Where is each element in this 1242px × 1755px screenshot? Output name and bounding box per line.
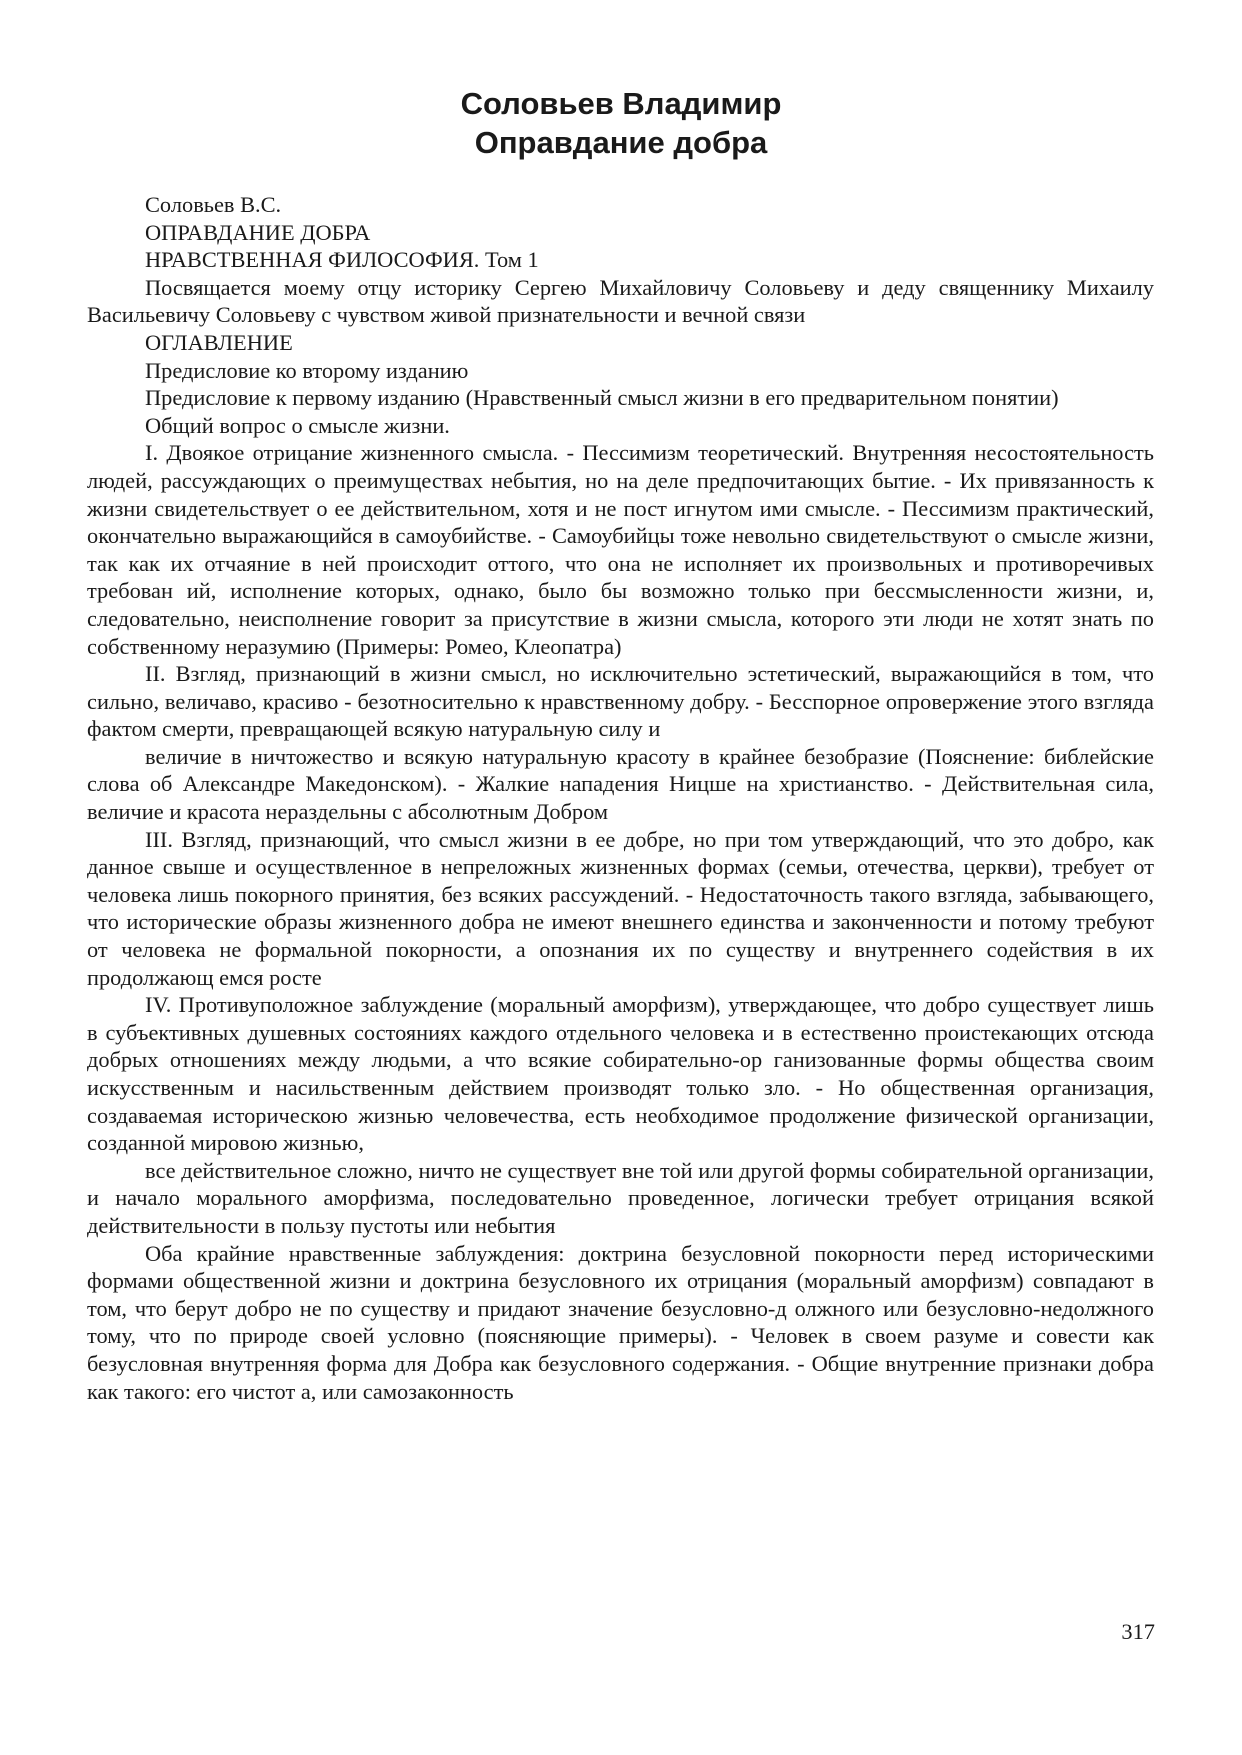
paragraph-section-4-cont: все действительное сложно, ничто не существует вне той или другой формы собирательной организации, и начало морального аморфизма, последовательно проведенное, логически требует отрицания всякой действительности в пользу пустоты или небытия bbox=[87, 1157, 1154, 1238]
paragraph-preface-first: Предисловие к первому изданию (Нравственный смысл жизни в его предварительном понятии) bbox=[145, 385, 1059, 411]
page-number: 317 bbox=[1121, 1619, 1155, 1644]
paragraph-preface-second: Предисловие ко второму изданию bbox=[145, 357, 469, 383]
paragraph-section-2: II. Взгляд, признающий в жизни смысл, но исключительно эстетический, выражающийся в том, что сильно, величаво, красиво - безотносительно к нравственному добру. - Бесспорное опровержение этого взгляда фактом смерти, превращающей всякую натуральную силу и bbox=[87, 661, 1154, 742]
paragraph-section-3: III. Взгляд, признающий, что смысл жизни в ее добре, но при том утверждающий, что это добро, как данное свыше и осуществленное в непреложных жизненных формах (семьи, отечества, церкви), требует от человека лишь покорного принятия, без всяких рассуждений. - Недостаточность такого взгляда, забывающего, что исторические образы жизненного добра не имеют внешнего единства и законченности и потому требуют от человека не формальной покорности, а опознания их по существу и внутреннего содействия в их продолжающ емся росте bbox=[87, 826, 1154, 990]
paragraph-both-errors: Оба крайние нравственные заблуждения: доктрина безусловной покорности перед историческими формами общественной жизни и доктрина безусловного их отрицания (моральный аморфизм) совпадают в том, что берут добро не по существу и придают значение безусловно-д олжного или безусловно-недолжного тому, что по природе своей условно (поясняющие примеры). - Человек в своем разуме и совести как безусловная внутренняя форма для Добра как безусловного содержания. - Общие внутренние признаки добра как такого: его чистот а, или самозаконность bbox=[87, 1240, 1154, 1404]
paragraph-volume: НРАВСТВЕННАЯ ФИЛОСОФИЯ. Том 1 bbox=[145, 247, 539, 273]
paragraph-dedication: Посвящается моему отцу историку Сергею Михайловичу Соловьеву и деду священнику Михаилу Васильевичу Соловьеву с чувством живой признательности и вечной связи bbox=[87, 274, 1154, 328]
paragraph-book-title: ОПРАВДАНИЕ ДОБРА bbox=[145, 219, 371, 245]
paragraph-section-4: IV. Противуположное заблуждение (моральный аморфизм), утверждающее, что добро существует лишь в субъективных душевных состояниях каждого отдельного человека и в естественно проистекающих отсюда добрых отношениях между людьми, а что всякие собирательно-ор ганизованные формы общества своим искусственным и насильственным действием производят только зло. - Но общественная организация, создаваемая историческою жизнью человечества, есть необходимое продолжение физической организации, созданной мировою жизнью, bbox=[87, 992, 1154, 1156]
paragraph-general-question: Общий вопрос о смысле жизни. bbox=[145, 412, 450, 438]
paragraph-contents-heading: ОГЛАВЛЕНИЕ bbox=[145, 329, 293, 355]
paragraph-author-line: Соловьев В.С. bbox=[145, 192, 282, 217]
book-title-heading: Оправдание добра bbox=[474, 125, 768, 160]
paragraph-section-2-cont: величие в ничтожество и всякую натуральную красоту в крайнее безобразие (Пояснение: библейские слова об Александре Македонском). - Жалкие нападения Ницше на христианство. - Действительная сила, величие и красота нераздельны с абсолютным Добром bbox=[87, 743, 1154, 825]
paragraph-section-1: I. Двоякое отрицание жизненного смысла. - Пессимизм теоретический. Внутренняя несостоятельность людей, рассуждающих о преимуществах небытия, но на деле предпочитающих бытие. - Их привязанность к жизни свидетельствует о ее действительном, хотя и не пост игнутом ими смысле. - Пессимизм практический, окончательно выражающийся в самоубийстве. - Самоубийцы тоже невольно свидетельствуют о смысле жизни, так как их отчаяние в ней происходит оттого, что она не исполняет их произвольных и противоречивых требован ий, исполнение которых, однако, было бы возможно только при бессмысленности жизни, и, следовательно, неисполнение говорит за присутствие в жизни смысла, которого эти люди не хотят знать по собственному неразумию (Примеры: Ромео, Клеопатра) bbox=[87, 440, 1154, 659]
author-heading: Соловьев Владимир bbox=[460, 86, 782, 121]
document-body bbox=[87, 191, 1154, 1405]
